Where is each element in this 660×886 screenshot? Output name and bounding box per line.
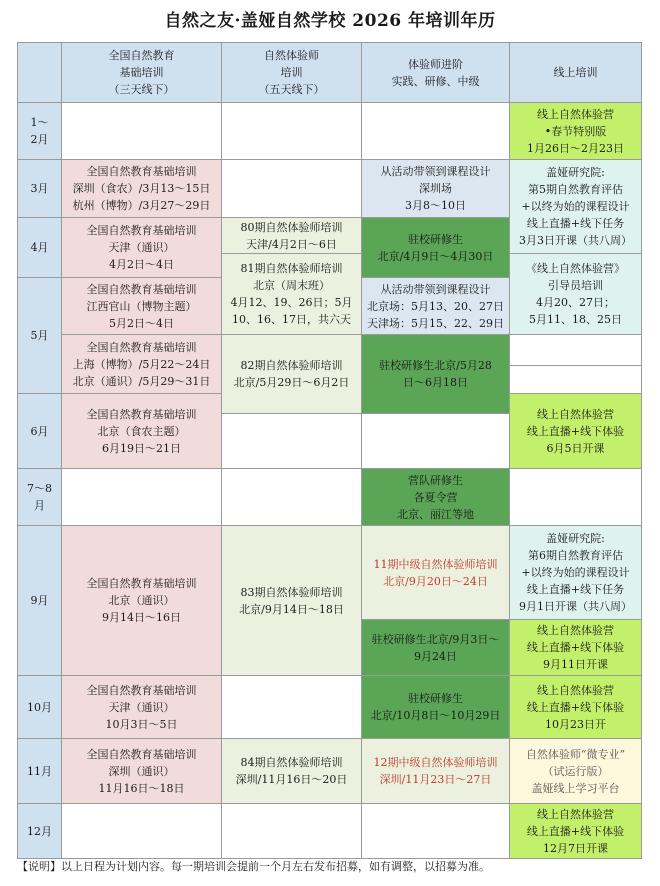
month-nov: 11月: [18, 739, 62, 804]
cell-line: 北京（周末班）: [253, 279, 330, 292]
empty-cell: [62, 469, 222, 526]
cell-line: 《线上自然体验营》: [526, 262, 625, 275]
cell-camp-resident: [362, 469, 510, 526]
empty-cell: [222, 804, 362, 859]
cell-line: 线上自然体验营: [537, 107, 614, 121]
cell-line: 11期中级自然体验师培训: [373, 557, 498, 571]
cell-line: 盖娅研究院:: [546, 532, 605, 545]
cell-line: 北京场：5月13、20、27日: [367, 299, 504, 313]
empty-cell: [222, 103, 362, 160]
month-line: 1～: [30, 116, 49, 129]
cell-line: 84期自然体验师培训: [240, 756, 343, 769]
month-oct: 10月: [18, 676, 62, 739]
cell-line: 9月1日开课（共八周）: [519, 600, 632, 613]
header-line: （三天线下）: [108, 83, 175, 96]
cell-line: 线上直播+线下体验: [526, 641, 625, 654]
empty-cell: [362, 414, 510, 469]
cell-intermediate-11: [362, 526, 510, 620]
cell-line: 北京（通识）: [108, 594, 175, 607]
cell-line: 6月5日开课: [546, 441, 605, 455]
empty-cell: [362, 103, 510, 160]
cell-line: 6月19日～21日: [102, 441, 181, 455]
cell-design-mar: [362, 160, 510, 218]
cell-line: 深圳/11月16日～20日: [235, 773, 348, 786]
cell-line: 北京/10月8日～10月29日: [370, 709, 501, 722]
cell-line: 10月23日开: [545, 717, 606, 731]
month-dec: 12月: [18, 804, 62, 859]
cell-exp84: [222, 739, 362, 804]
header-experience-training: [222, 43, 362, 103]
header-line: 基础培训: [119, 66, 164, 79]
cell-line: 天津（通识）: [108, 241, 175, 254]
header-line: （五天线下）: [258, 83, 325, 96]
empty-cell: [510, 469, 642, 526]
cell-line: 线上自然体验营: [537, 807, 614, 821]
header-online: [510, 43, 642, 103]
cell-online-oct: [510, 676, 642, 739]
cell-line: 引导员培训: [548, 279, 603, 292]
cell-line: 线上直播+线下体验: [526, 700, 625, 714]
header-line: 实践、研修、中级: [391, 74, 480, 88]
cell-line: 全国自然教育基础培训: [86, 224, 197, 237]
cell-line: 北京、丽江等地: [397, 507, 474, 521]
header-basic-training: [62, 43, 222, 103]
cell-line: 江西官山（博物主题）: [86, 299, 197, 313]
cell-intermediate-12: [362, 739, 510, 804]
cell-online-guide: [510, 254, 642, 335]
month-may: 5月: [18, 278, 62, 394]
cell-basic-nov: [62, 739, 222, 804]
cell-line: 深圳场: [419, 182, 452, 195]
empty-cell: [222, 160, 362, 218]
header-line: 全国自然教育: [108, 49, 175, 62]
cell-resident-apr: [362, 218, 510, 278]
cell-line: 12期中级自然体验师培训: [373, 756, 498, 769]
cell-line: 杭州（博物）/3月27～29日: [72, 199, 211, 212]
month-apr: 4月: [18, 218, 62, 278]
month-jul-aug: [18, 469, 62, 526]
cell-online-micro: [510, 739, 642, 804]
header-advanced: [362, 43, 510, 103]
cell-line: 第5期自然教育评估: [528, 183, 623, 196]
cell-line: 线上直播+线下任务: [526, 217, 625, 230]
cell-line: 82期自然体验师培训: [240, 359, 343, 372]
footnote: 【说明】以上日程为计划内容。每一期培训会提前一个月左右发布招募，如有调整，以招募为准。: [17, 860, 490, 873]
cell-online-eval5: [510, 160, 642, 254]
cell-line: 线上自然体验营: [537, 683, 614, 697]
cell-line: 营队研修生: [408, 473, 463, 487]
cell-line: 北京/9月14日～18日: [239, 602, 344, 616]
empty-cell: [62, 103, 222, 160]
cell-line: 80期自然体验师培训: [240, 220, 343, 234]
training-calendar-table: [17, 42, 642, 859]
empty-cell: [222, 676, 362, 739]
cell-line: 10月3日～5日: [105, 717, 178, 731]
empty-cell: [362, 804, 510, 859]
cell-line: 全国自然教育基础培训: [86, 282, 197, 296]
cell-line: 驻校研修生北京/5月28: [379, 359, 492, 372]
cell-design-may: [362, 278, 510, 335]
header-line: 培训: [280, 66, 303, 79]
month-jan-feb: [18, 103, 62, 160]
cell-line: 驻校研修生: [408, 232, 463, 246]
cell-line: 盖娅线上学习平台: [531, 781, 620, 795]
empty-cell: [222, 469, 362, 526]
header-line: 体验师进阶: [408, 57, 463, 71]
cell-line: 上海（博物）/5月22～24日: [72, 357, 211, 371]
cell-line: 81期自然体验师培训: [240, 262, 343, 275]
cell-line: 10、16、17日，共六天: [232, 313, 351, 326]
cell-line: •春节特别版: [544, 124, 607, 138]
cell-line: +以终为始的课程设计: [521, 566, 630, 579]
cell-line: 北京/4月9日～4月30日: [377, 249, 494, 263]
cell-line: 4月2日～4日: [109, 258, 174, 271]
cell-line: 深圳（食农）/3月13～15日: [72, 182, 211, 195]
cell-exp83: [222, 526, 362, 676]
cell-line: 全国自然教育基础培训: [86, 407, 197, 421]
cell-line: 线上直播+线下体验: [526, 424, 625, 438]
cell-line: 天津/4月2日～6日: [246, 237, 337, 251]
month-line: 月: [34, 499, 45, 512]
cell-line: 9月14日～16日: [102, 611, 181, 624]
cell-line: 天津（通识）: [108, 700, 175, 714]
cell-line: 线上自然体验营: [537, 624, 614, 637]
header-line: 线上培训: [553, 66, 598, 79]
cell-online-jun: [510, 394, 642, 469]
cell-basic-sep: [62, 526, 222, 676]
cell-online-dec: [510, 804, 642, 859]
cell-exp80: [222, 218, 362, 254]
cell-basic-oct: [62, 676, 222, 739]
cell-line: 盖娅研究院:: [546, 166, 605, 179]
cell-line: 12月7日开课: [543, 841, 608, 855]
cell-line: 各夏令营: [413, 490, 458, 504]
cell-line: +以终为始的课程设计: [521, 200, 630, 213]
cell-line: 从活动带领到课程设计: [380, 282, 491, 296]
cell-line: 从活动带领到课程设计: [380, 165, 491, 178]
cell-line: （试运行版）: [542, 764, 609, 778]
cell-line: 日～6月18日: [403, 376, 468, 389]
cell-line: 11月16日～18日: [98, 781, 185, 795]
cell-line: 北京/5月29日～6月2日: [233, 376, 350, 389]
cell-exp81: [222, 254, 362, 335]
cell-resident-sep: [362, 620, 510, 676]
cell-line: 全国自然教育基础培训: [86, 747, 197, 761]
cell-line: 9月24日: [414, 649, 457, 663]
cell-line: 4月12、19、26日；5月: [230, 296, 353, 309]
month-sep: 9月: [18, 526, 62, 676]
cell-line: 深圳/11月23日～27日: [379, 773, 492, 786]
cell-online-sep: [510, 620, 642, 676]
empty-cell: [510, 335, 642, 366]
cell-online-eval6: [510, 526, 642, 620]
cell-line: 全国自然教育基础培训: [86, 683, 197, 697]
month-line: 7～8: [27, 482, 52, 495]
cell-line: 全国自然教育基础培训: [86, 165, 197, 178]
cell-basic-apr: [62, 218, 222, 278]
month-mar: 3月: [18, 160, 62, 218]
cell-line: 3月3日开课（共八周）: [519, 234, 632, 247]
cell-line: 驻校研修生: [408, 692, 463, 705]
cell-line: 5月11、18、25日: [529, 313, 622, 326]
cell-line: 线上自然体验营: [537, 407, 614, 421]
cell-exp82: [222, 335, 362, 414]
cell-basic-mar: [62, 160, 222, 218]
cell-line: 北京/9月20日～24日: [383, 574, 488, 588]
header-corner: [18, 43, 62, 103]
cell-basic-jun: [62, 394, 222, 469]
cell-line: 线上直播+线下任务: [526, 583, 625, 596]
cell-line: 天津场：5月15、22、29日: [367, 316, 504, 330]
cell-resident-may: [362, 335, 510, 414]
empty-cell: [222, 414, 362, 469]
cell-line: 83期自然体验师培训: [240, 585, 343, 599]
cell-line: 4月20、27日；: [536, 296, 615, 309]
month-jun: 6月: [18, 394, 62, 469]
empty-cell: [62, 804, 222, 859]
cell-line: 自然体验师“微专业”: [525, 747, 626, 761]
header-line: 自然体验师: [264, 49, 319, 62]
cell-line: 北京（通识）/5月29～31日: [72, 374, 211, 388]
cell-basic-may2: [62, 335, 222, 394]
cell-line: 全国自然教育基础培训: [86, 340, 197, 354]
cell-line: 线上直播+线下体验: [526, 824, 625, 838]
cell-resident-oct: [362, 676, 510, 739]
cell-line: 深圳（通识）: [108, 764, 175, 778]
empty-cell: [510, 366, 642, 394]
month-line: 2月: [30, 133, 49, 146]
cell-line: 9月11日开课: [543, 658, 608, 671]
cell-line: 第6期自然教育评估: [528, 549, 623, 562]
cell-line: 1月26日～2月23日: [527, 141, 624, 155]
cell-line: 驻校研修生北京/9月3日～: [371, 632, 500, 646]
cell-basic-may1: [62, 278, 222, 335]
cell-online-spring: [510, 103, 642, 160]
page-title: 自然之友·盖娅自然学校 2026 年培训年历: [164, 11, 496, 31]
cell-line: 全国自然教育基础培训: [86, 577, 197, 590]
cell-line: 北京（食农主题）: [97, 424, 186, 438]
cell-line: 3月8～10日: [405, 199, 466, 212]
cell-line: 5月2日～4日: [109, 316, 174, 330]
